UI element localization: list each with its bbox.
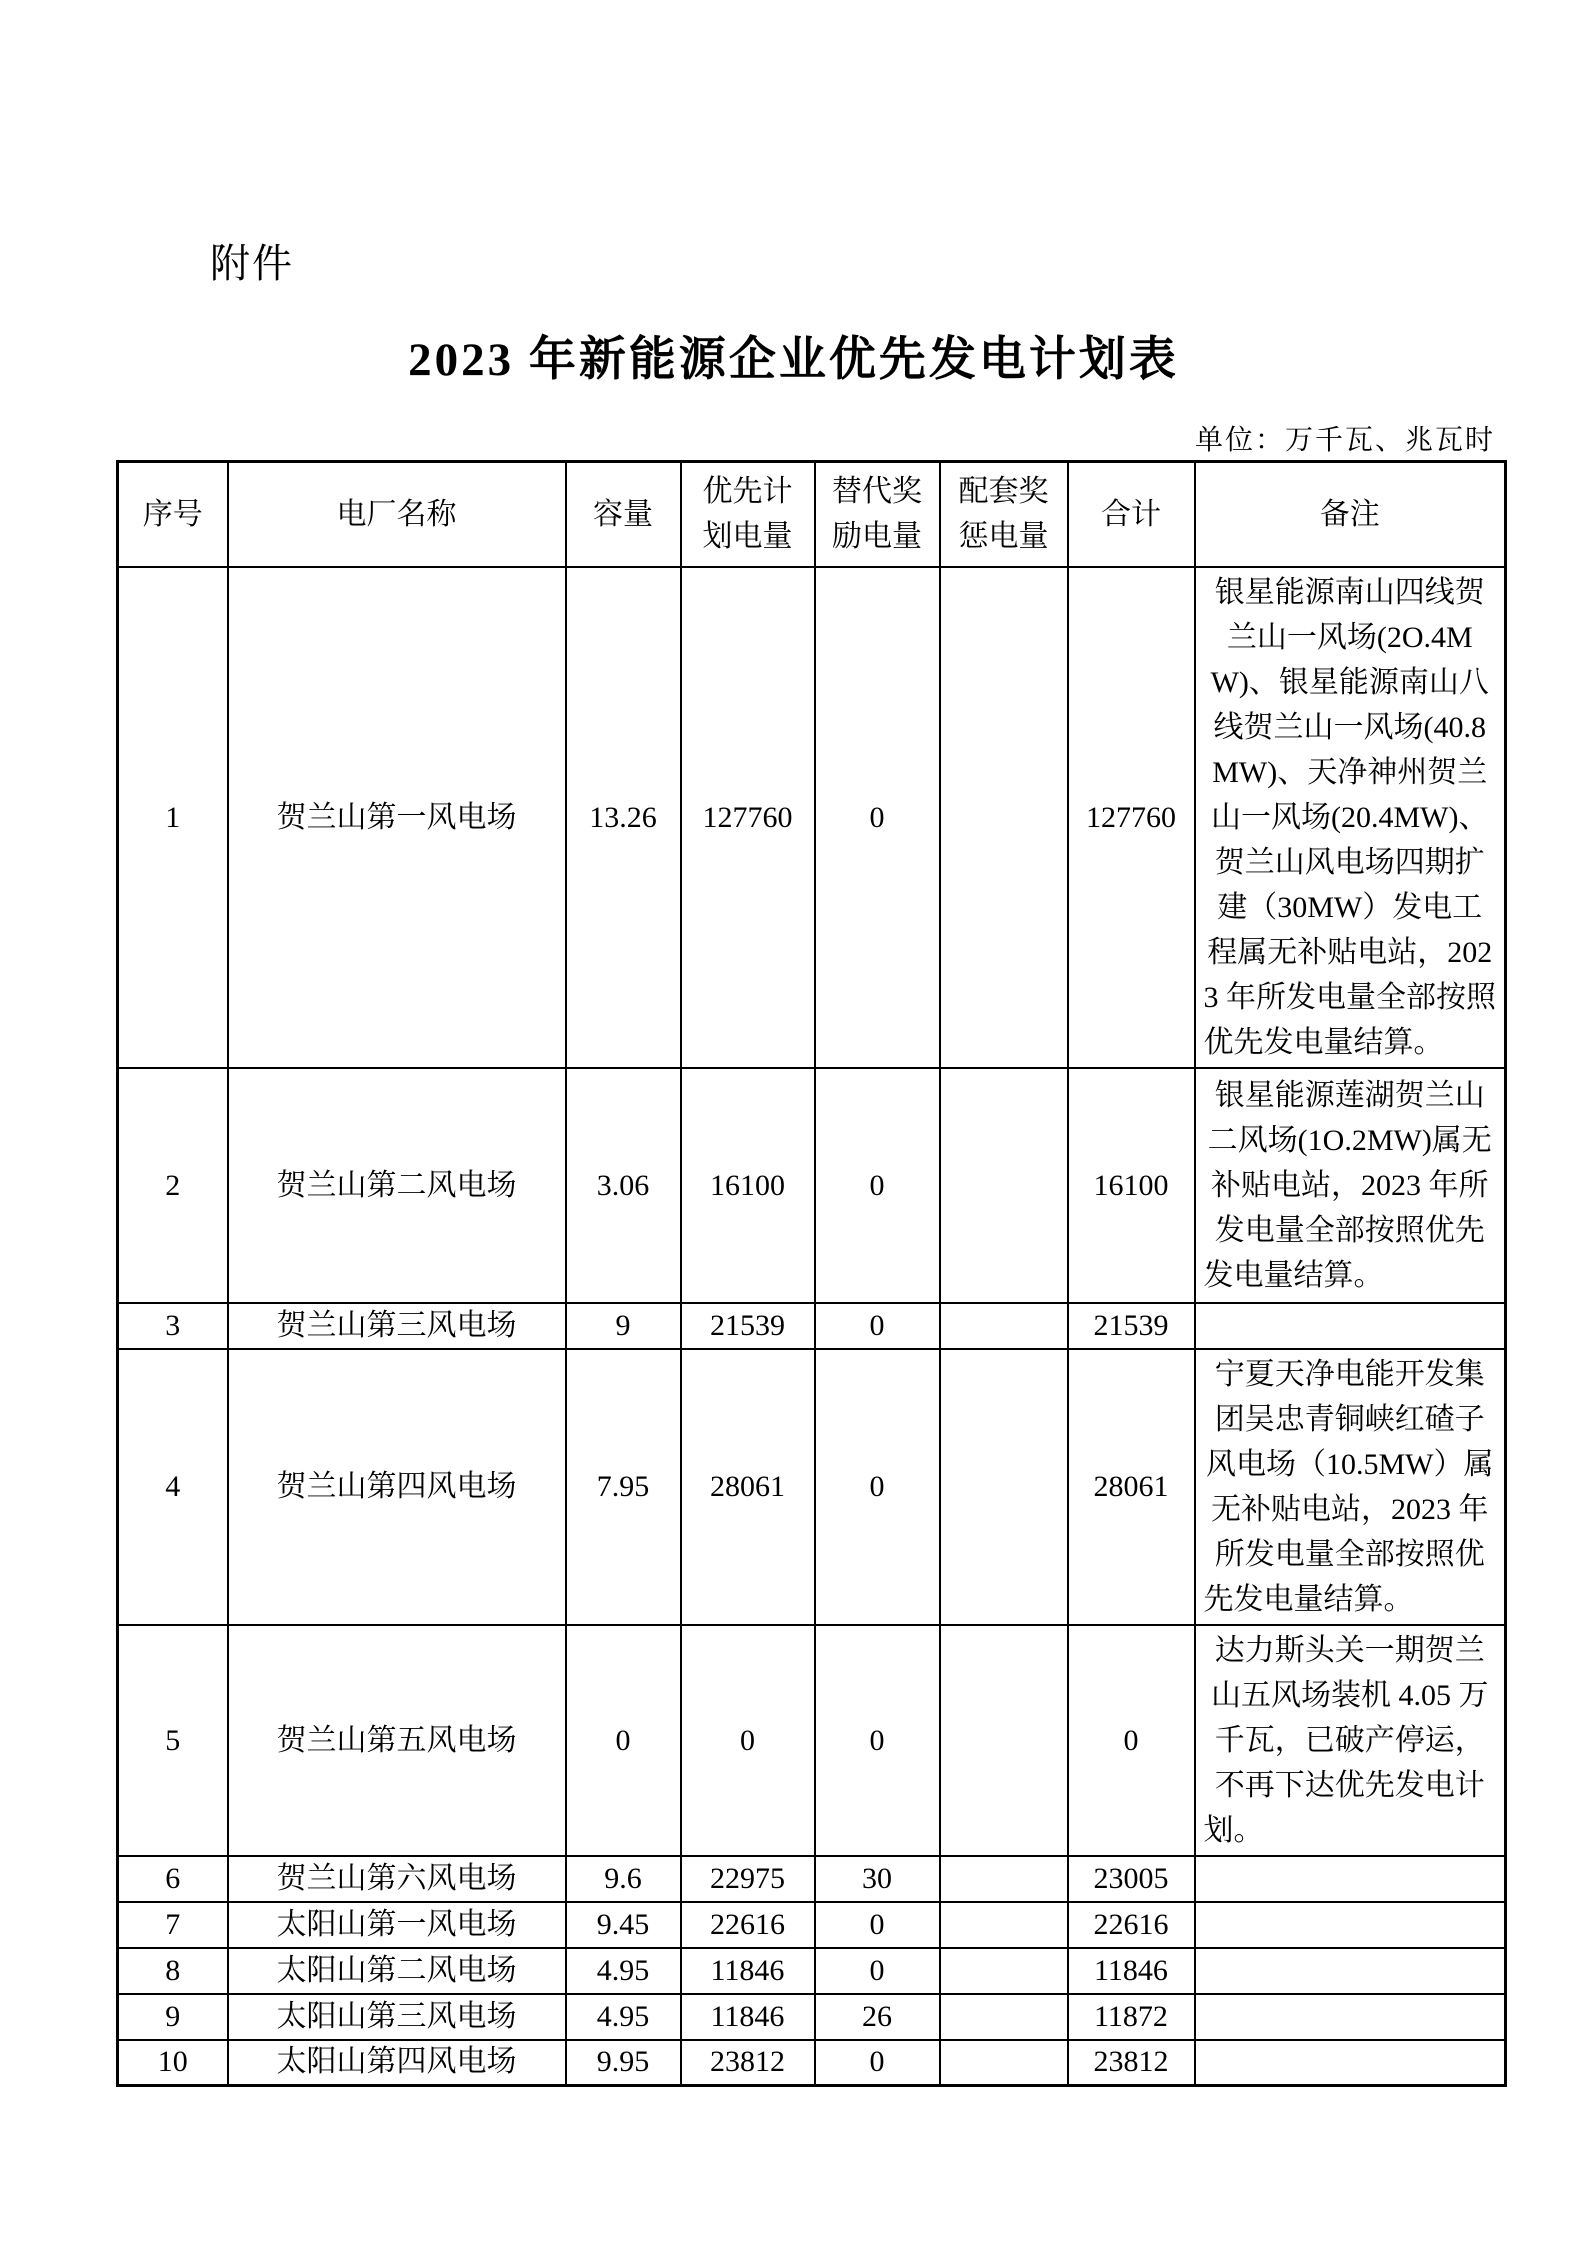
total-cell: 21539 bbox=[1068, 1303, 1195, 1349]
header-cell-priority-plan: 优先计划电量 bbox=[681, 462, 815, 567]
index-cell: 5 bbox=[118, 1625, 228, 1856]
replacement-reward-cell: 30 bbox=[815, 1856, 940, 1902]
remark-cell: 达力斯头关一期贺兰山五风场装机 4.05 万千瓦，已破产停运，不再下达优先发电计划。 bbox=[1195, 1625, 1506, 1856]
total-cell: 11872 bbox=[1068, 1994, 1195, 2040]
page-title: 2023 年新能源企业优先发电计划表 bbox=[408, 334, 1179, 386]
supporting-cell bbox=[940, 1303, 1068, 1349]
index-cell: 4 bbox=[118, 1349, 228, 1625]
replacement-reward-cell: 0 bbox=[815, 1068, 940, 1303]
index-cell: 7 bbox=[118, 1902, 228, 1948]
capacity-cell: 4.95 bbox=[566, 1994, 681, 2040]
remark-cell bbox=[1195, 1994, 1506, 2040]
replacement-reward-cell: 0 bbox=[815, 1349, 940, 1625]
replacement-reward-cell: 0 bbox=[815, 1902, 940, 1948]
attachment-label: 附件 bbox=[210, 242, 294, 286]
total-cell: 127760 bbox=[1068, 567, 1195, 1068]
priority-plan-cell: 16100 bbox=[681, 1068, 815, 1303]
plant-name-cell: 太阳山第三风电场 bbox=[228, 1994, 566, 2040]
total-cell: 22616 bbox=[1068, 1902, 1195, 1948]
replacement-reward-cell: 0 bbox=[815, 1948, 940, 1994]
plant-name-cell: 贺兰山第三风电场 bbox=[228, 1303, 566, 1349]
header-cell-replacement-reward: 替代奖励电量 bbox=[815, 462, 940, 567]
priority-plan-cell: 28061 bbox=[681, 1349, 815, 1625]
remark-cell bbox=[1195, 1948, 1506, 1994]
header-cell-plant-name: 电厂名称 bbox=[228, 462, 566, 567]
index-cell: 9 bbox=[118, 1994, 228, 2040]
priority-plan-cell: 21539 bbox=[681, 1303, 815, 1349]
plant-name-cell: 贺兰山第一风电场 bbox=[228, 567, 566, 1068]
plant-name-cell: 贺兰山第五风电场 bbox=[228, 1625, 566, 1856]
unit-note: 单位：万千瓦、兆瓦时 bbox=[1194, 425, 1495, 456]
supporting-cell bbox=[940, 1625, 1068, 1856]
replacement-reward-cell: 0 bbox=[815, 1303, 940, 1349]
table-container bbox=[116, 460, 1507, 2087]
index-cell: 1 bbox=[118, 567, 228, 1068]
table-row bbox=[118, 1068, 1506, 1303]
supporting-cell bbox=[940, 1948, 1068, 1994]
total-cell: 11846 bbox=[1068, 1948, 1195, 1994]
capacity-cell: 9.95 bbox=[566, 2040, 681, 2086]
supporting-cell bbox=[940, 1349, 1068, 1625]
plant-name-cell: 贺兰山第六风电场 bbox=[228, 1856, 566, 1902]
capacity-cell: 9.45 bbox=[566, 1902, 681, 1948]
supporting-cell bbox=[940, 1856, 1068, 1902]
table-row bbox=[118, 1303, 1506, 1349]
replacement-reward-cell: 26 bbox=[815, 1994, 940, 2040]
total-cell: 23812 bbox=[1068, 2040, 1195, 2086]
header-cell-capacity: 容量 bbox=[566, 462, 681, 567]
remark-cell bbox=[1195, 2040, 1506, 2086]
header-cell-supporting: 配套奖惩电量 bbox=[940, 462, 1068, 567]
plant-name-cell: 贺兰山第二风电场 bbox=[228, 1068, 566, 1303]
remark-cell: 宁夏天净电能开发集团吴忠青铜峡红碴子风电场（10.5MW）属无补贴电站，2023 年所发电量全部按照优先发电量结算。 bbox=[1195, 1349, 1506, 1625]
remark-cell: 银星能源南山四线贺兰山一风场(2O.4MW)、银星能源南山八线贺兰山一风场(40.8MW)、天净神州贺兰山一风场(20.4MW)、贺兰山风电场四期扩建（30MW）发电工程属无补贴电站，2023 年所发电量全部按照优先发电量结算。 bbox=[1195, 567, 1506, 1068]
remark-cell bbox=[1195, 1856, 1506, 1902]
total-cell: 16100 bbox=[1068, 1068, 1195, 1303]
header-cell-remark: 备注 bbox=[1195, 462, 1506, 567]
supporting-cell bbox=[940, 1994, 1068, 2040]
supporting-cell bbox=[940, 567, 1068, 1068]
priority-plan-cell: 23812 bbox=[681, 2040, 815, 2086]
capacity-cell: 0 bbox=[566, 1625, 681, 1856]
supporting-cell bbox=[940, 1902, 1068, 1948]
total-cell: 28061 bbox=[1068, 1349, 1195, 1625]
index-cell: 6 bbox=[118, 1856, 228, 1902]
plant-name-cell: 太阳山第二风电场 bbox=[228, 1948, 566, 1994]
table-row bbox=[118, 1856, 1506, 1902]
total-cell: 0 bbox=[1068, 1625, 1195, 1856]
plant-name-cell: 贺兰山第四风电场 bbox=[228, 1349, 566, 1625]
header-cell-index: 序号 bbox=[118, 462, 228, 567]
capacity-cell: 7.95 bbox=[566, 1349, 681, 1625]
capacity-cell: 3.06 bbox=[566, 1068, 681, 1303]
replacement-reward-cell: 0 bbox=[815, 1625, 940, 1856]
table-row bbox=[118, 1948, 1506, 1994]
priority-plan-cell: 127760 bbox=[681, 567, 815, 1068]
priority-plan-cell: 11846 bbox=[681, 1948, 815, 1994]
index-cell: 8 bbox=[118, 1948, 228, 1994]
capacity-cell: 9.6 bbox=[566, 1856, 681, 1902]
table-row bbox=[118, 1902, 1506, 1948]
index-cell: 10 bbox=[118, 2040, 228, 2086]
capacity-cell: 13.26 bbox=[566, 567, 681, 1068]
table-row bbox=[118, 1625, 1506, 1856]
table-row bbox=[118, 2040, 1506, 2086]
plan-table bbox=[116, 460, 1507, 2087]
replacement-reward-cell: 0 bbox=[815, 2040, 940, 2086]
index-cell: 3 bbox=[118, 1303, 228, 1349]
remark-cell bbox=[1195, 1303, 1506, 1349]
replacement-reward-cell: 0 bbox=[815, 567, 940, 1068]
supporting-cell bbox=[940, 2040, 1068, 2086]
table-row bbox=[118, 567, 1506, 1068]
plant-name-cell: 太阳山第一风电场 bbox=[228, 1902, 566, 1948]
priority-plan-cell: 22616 bbox=[681, 1902, 815, 1948]
table-row bbox=[118, 1994, 1506, 2040]
table-row bbox=[118, 1349, 1506, 1625]
total-cell: 23005 bbox=[1068, 1856, 1195, 1902]
supporting-cell bbox=[940, 1068, 1068, 1303]
header-cell-total: 合计 bbox=[1068, 462, 1195, 567]
table-header-row bbox=[118, 462, 1506, 567]
index-cell: 2 bbox=[118, 1068, 228, 1303]
priority-plan-cell: 11846 bbox=[681, 1994, 815, 2040]
remark-cell: 银星能源莲湖贺兰山二风场(1O.2MW)属无补贴电站，2023 年所发电量全部按照优先发电量结算。 bbox=[1195, 1068, 1506, 1303]
plant-name-cell: 太阳山第四风电场 bbox=[228, 2040, 566, 2086]
remark-cell bbox=[1195, 1902, 1506, 1948]
capacity-cell: 4.95 bbox=[566, 1948, 681, 1994]
capacity-cell: 9 bbox=[566, 1303, 681, 1349]
priority-plan-cell: 0 bbox=[681, 1625, 815, 1856]
priority-plan-cell: 22975 bbox=[681, 1856, 815, 1902]
